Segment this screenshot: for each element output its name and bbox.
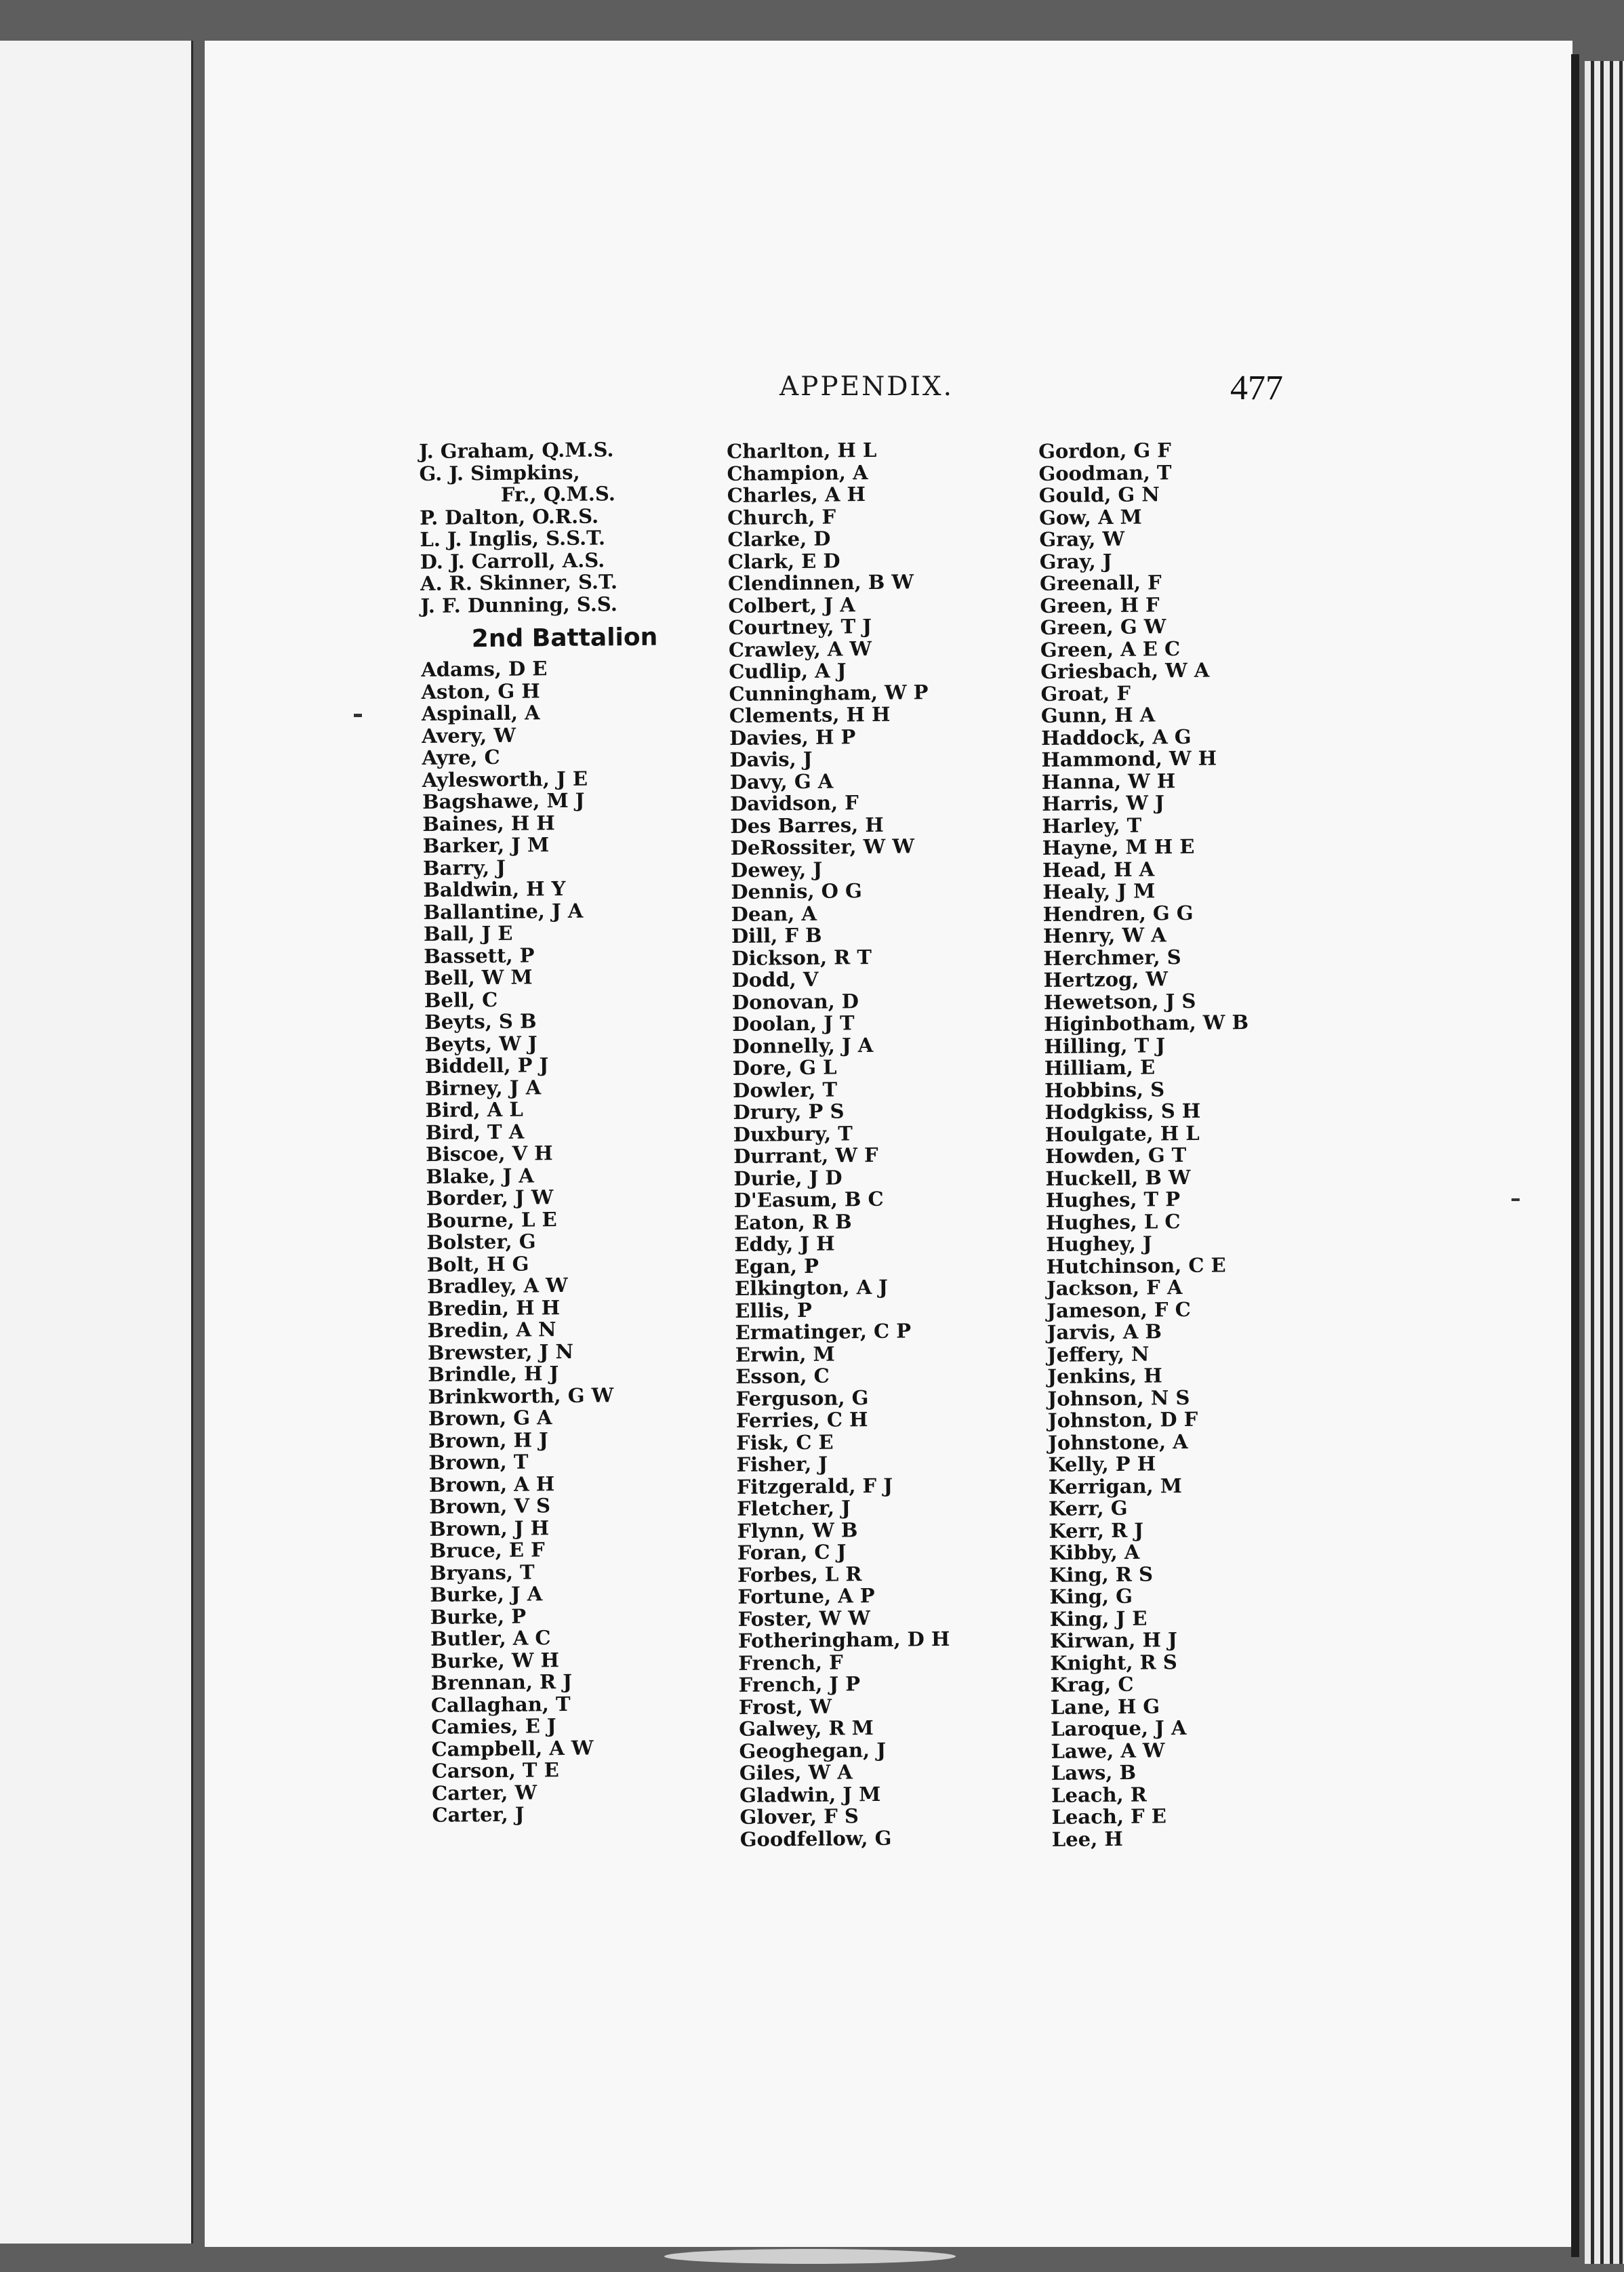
name-entry: Jeffery, N: [1047, 1341, 1150, 1366]
name-entry: Camies, E J: [431, 1714, 556, 1739]
name-entry: Ayre, C: [422, 745, 500, 769]
name-entry: Gray, J: [1039, 549, 1112, 573]
name-list: [727, 439, 952, 1850]
name-entry: Fitzgerald, F J: [736, 1474, 893, 1499]
name-entry: Head, H A: [1042, 857, 1155, 882]
name-entry: Kerr, G: [1048, 1496, 1128, 1520]
name-entry: Ballantine, J A: [423, 899, 584, 924]
name-entry: Howden, G T: [1044, 1143, 1187, 1168]
name-entry: Greenall, F: [1039, 571, 1162, 595]
name-entry: Geoghegan, J: [739, 1738, 887, 1763]
name-entry: Jarvis, A B: [1047, 1320, 1162, 1344]
officer-entry: G. J. Simpkins,: [419, 460, 580, 485]
name-entry: Des Barres, H: [730, 813, 884, 838]
name-entry: Colbert, J A: [728, 592, 855, 617]
page-number: 477: [1230, 369, 1283, 407]
name-entry: Bagshawe, M J: [422, 788, 585, 813]
name-entry: Dean, A: [731, 901, 817, 926]
name-entry: Gordon, G F: [1038, 439, 1172, 463]
name-entry: Jenkins, H: [1047, 1364, 1162, 1388]
name-entry: Gladwin, J M: [739, 1782, 881, 1807]
name-entry: Knight, R S: [1050, 1650, 1177, 1675]
name-entry: Eddy, J H: [734, 1232, 835, 1256]
name-entry: Adams, D E: [421, 657, 548, 681]
name-entry: Birney, J A: [425, 1075, 542, 1100]
name-entry: Bradley, A W: [426, 1273, 568, 1298]
name-entry: Dennis, O G: [731, 879, 862, 904]
name-entry: Leach, R: [1051, 1783, 1148, 1807]
name-entry: Bryans, T: [429, 1560, 535, 1585]
name-entry: Cunningham, W P: [729, 680, 929, 706]
name-entry: Donnelly, J A: [732, 1033, 874, 1058]
name-entry: Fisher, J: [736, 1452, 828, 1476]
name-entry: Goodman, T: [1038, 460, 1172, 485]
name-entry: Huckell, B W: [1045, 1165, 1191, 1190]
name-entry: Harris, W J: [1041, 791, 1164, 815]
name-entry: Hilling, T J: [1044, 1033, 1166, 1058]
name-entry: Lane, H G: [1050, 1694, 1160, 1719]
name-entry: Biscoe, V H: [425, 1141, 553, 1166]
name-entry: Ermatinger, C P: [735, 1319, 912, 1344]
name-entry: French, F: [738, 1650, 843, 1675]
name-entry: Hewetson, J S: [1043, 989, 1196, 1014]
name-entry: Hendren, G G: [1042, 901, 1194, 926]
name-entry: Bird, T A: [425, 1120, 525, 1144]
name-entry: Fletcher, J: [736, 1496, 851, 1520]
binding-shadow: [664, 2249, 956, 2264]
name-entry: Bell, W M: [424, 965, 533, 990]
name-entry: Carter, J: [432, 1802, 525, 1827]
name-entry: Green, G W: [1040, 615, 1166, 639]
name-entry: Durie, J D: [733, 1165, 843, 1190]
name-entry: Harley, T: [1042, 813, 1142, 838]
name-entry: Healy, J M: [1042, 879, 1156, 904]
name-entry: Burke, P: [430, 1604, 527, 1629]
name-entry: Bell, C: [424, 988, 498, 1012]
name-entry: Forbes, L R: [737, 1562, 862, 1587]
name-entry: Brinkworth, G W: [428, 1383, 614, 1408]
officer-entry: P. Dalton, O.R.S.: [419, 504, 599, 529]
name-entry: Hammond, W H: [1041, 746, 1217, 771]
name-entry: Flynn, W B: [737, 1518, 858, 1543]
officer-entry: J. Graham, Q.M.S.: [418, 438, 614, 463]
name-entry: Kibby, A: [1049, 1540, 1140, 1564]
name-entry: Hughes, T P: [1045, 1188, 1181, 1212]
name-entry: Lee, H: [1051, 1827, 1123, 1851]
name-entry: Dodd, V: [731, 967, 819, 992]
name-entry: Border, J W: [426, 1185, 554, 1210]
name-entry: Leach, F E: [1051, 1804, 1167, 1829]
running-head: APPENDIX.: [779, 371, 954, 402]
name-entry: Lawe, A W: [1051, 1738, 1165, 1763]
name-entry: Dowler, T: [733, 1077, 838, 1102]
name-entry: Bredin, A N: [427, 1318, 556, 1342]
name-entry: Hodgkiss, S H: [1044, 1099, 1201, 1124]
name-entry: Beyts, W J: [424, 1031, 537, 1056]
name-entry: Drury, P S: [733, 1099, 845, 1124]
name-entry: Dewey, J: [730, 857, 823, 882]
name-entry: Elkington, A J: [734, 1275, 889, 1300]
name-entry: Griesbach, W A: [1040, 658, 1210, 683]
name-entry: Brennan, R J: [430, 1669, 573, 1695]
name-entry: Bredin, H H: [427, 1295, 561, 1320]
name-entry: D'Easum, B C: [733, 1187, 884, 1212]
name-entry: Callaghan, T: [430, 1692, 571, 1717]
stacked-page-edges: [1585, 61, 1624, 2264]
name-entry: Erwin, M: [735, 1342, 835, 1366]
name-entry: Gould, G N: [1038, 483, 1160, 507]
name-entry: Dickson, R T: [731, 945, 872, 970]
name-entry: Bird, A L: [425, 1097, 523, 1122]
name-entry: Groat, F: [1040, 681, 1131, 706]
name-column-3: [1038, 439, 1257, 1850]
name-entry: French, J P: [738, 1672, 861, 1697]
name-entry: Houlgate, H L: [1044, 1121, 1200, 1146]
name-entry: Aston, G H: [421, 678, 540, 704]
name-entry: Baines, H H: [422, 811, 555, 836]
name-entry: Brown, T: [428, 1450, 529, 1474]
name-entry: Hutchinson, C E: [1046, 1253, 1226, 1278]
name-list: [1038, 439, 1257, 1850]
name-entry: Esson, C: [735, 1364, 830, 1388]
name-entry: Brown, G A: [428, 1406, 552, 1430]
name-entry: Gow, A M: [1038, 505, 1142, 529]
name-entry: Gray, W: [1039, 527, 1125, 551]
name-entry: Beyts, S B: [424, 1009, 537, 1034]
section-heading: 2nd Battalion: [471, 623, 658, 653]
officer-entry: L. J. Inglis, S.S.T.: [420, 526, 606, 551]
name-entry: Ellis, P: [735, 1298, 812, 1322]
name-entry: Ferries, C H: [735, 1408, 868, 1432]
name-entry: Brindle, H J: [428, 1362, 559, 1386]
name-entry: Bolster, G: [426, 1230, 536, 1254]
name-entry: Jackson, F A: [1046, 1276, 1183, 1300]
ink-speck: [1511, 1198, 1520, 1201]
name-entry: Baldwin, H Y: [423, 876, 566, 901]
name-entry: Aylesworth, J E: [422, 767, 588, 792]
name-entry: Kerr, R J: [1049, 1518, 1144, 1543]
name-entry: Bruce, E F: [429, 1538, 545, 1562]
name-entry: Brewster, J N: [427, 1339, 574, 1364]
name-entry: Barker, J M: [422, 833, 550, 857]
officer-list: [419, 439, 657, 617]
name-entry: Jameson, F C: [1047, 1297, 1191, 1322]
officer-entry: A. R. Skinner, S.T.: [420, 570, 618, 595]
name-entry: Henry, W A: [1042, 923, 1166, 948]
name-entry: Fortune, A P: [737, 1583, 875, 1608]
name-entry: Giles, W A: [739, 1760, 853, 1785]
name-entry: Laroque, J A: [1051, 1716, 1187, 1741]
name-entry: Clarke, D: [727, 527, 831, 551]
name-entry: Hughes, L C: [1045, 1209, 1181, 1234]
name-entry: Foster, W W: [737, 1606, 870, 1631]
name-entry: King, G: [1049, 1584, 1133, 1608]
name-list: [421, 657, 669, 1827]
previous-page-edge: [0, 41, 193, 2244]
name-entry: DeRossiter, W W: [730, 834, 915, 859]
name-entry: Davis, J: [729, 747, 813, 771]
name-entry: Johnstone, A: [1048, 1429, 1188, 1455]
name-entry: Brown, J H: [429, 1516, 550, 1541]
name-entry: Johnston, D F: [1047, 1407, 1198, 1432]
name-entry: Higinbotham, W B: [1044, 1011, 1249, 1036]
name-column-2: [727, 439, 952, 1850]
name-entry: Ferguson, G: [735, 1385, 869, 1411]
officer-entry: D. J. Carroll, A.S.: [420, 548, 605, 573]
name-entry: Brown, A H: [428, 1472, 555, 1497]
name-entry: Butler, A C: [430, 1626, 551, 1650]
name-entry: Blake, J A: [426, 1163, 534, 1188]
name-entry: Davy, G A: [729, 769, 834, 794]
name-entry: Fisk, C E: [736, 1430, 834, 1455]
name-entry: Haddock, A G: [1041, 725, 1192, 750]
name-entry: Frost, W: [738, 1695, 832, 1719]
name-entry: Carter, W: [431, 1780, 537, 1805]
name-entry: Galwey, R M: [739, 1716, 874, 1741]
name-entry: Hughey, J: [1046, 1232, 1152, 1256]
name-entry: Crawley, A W: [728, 636, 872, 662]
name-entry: Goodfellow, G: [739, 1826, 892, 1851]
name-entry: Donovan, D: [731, 989, 859, 1014]
name-entry: Foran, C J: [737, 1540, 847, 1564]
name-entry: Fotheringham, D H: [737, 1627, 950, 1652]
name-entry: Hayne, M H E: [1042, 834, 1195, 859]
name-entry: Barry, J: [422, 855, 506, 880]
name-entry: Hertzog, W: [1043, 967, 1169, 992]
name-entry: Duxbury, T: [733, 1121, 853, 1146]
ink-speck: [354, 714, 362, 717]
name-entry: Hilliam, E: [1044, 1055, 1156, 1080]
name-entry: Charles, A H: [727, 483, 866, 507]
name-entry: Laws, B: [1051, 1760, 1137, 1785]
officer-entry: J. F. Dunning, S.S.: [420, 592, 618, 617]
name-entry: Campbell, A W: [431, 1736, 594, 1761]
name-entry: Davies, H P: [729, 725, 856, 750]
name-entry: King, R S: [1049, 1562, 1154, 1587]
name-entry: Ball, J E: [423, 921, 513, 946]
name-entry: Durrant, W F: [733, 1143, 878, 1168]
name-entry: Bolt, H G: [426, 1251, 529, 1276]
name-entry: Champion, A: [727, 460, 868, 485]
name-entry: Glover, F S: [739, 1804, 859, 1829]
name-entry: Krag, C: [1050, 1672, 1134, 1697]
name-entry: Carson, T E: [431, 1758, 559, 1783]
name-entry: Burke, J A: [430, 1582, 543, 1606]
name-entry: Hanna, W H: [1041, 769, 1176, 794]
name-entry: Clendinnen, B W: [727, 570, 914, 595]
name-entry: Davidson, F: [729, 791, 859, 815]
name-entry: Bourne, L E: [426, 1207, 557, 1232]
name-entry: Charlton, H L: [726, 438, 877, 463]
name-entry: King, J E: [1049, 1606, 1148, 1631]
name-entry: Gunn, H A: [1040, 703, 1156, 727]
name-entry: Egan, P: [734, 1254, 819, 1278]
name-entry: Johnson, N S: [1047, 1385, 1190, 1411]
name-entry: Doolan, J T: [732, 1011, 855, 1036]
name-entry: Hobbins, S: [1044, 1077, 1165, 1102]
name-entry: Burke, W H: [430, 1648, 560, 1673]
name-entry: Brown, H J: [428, 1427, 548, 1453]
name-entry: Church, F: [727, 504, 836, 529]
officer-entry: Fr., Q.M.S.: [500, 482, 616, 506]
name-entry: Avery, W: [422, 723, 516, 748]
name-entry: Courtney, T J: [728, 614, 872, 639]
page-edge-shadow: [1571, 54, 1579, 2257]
name-entry: Brown, V S: [428, 1494, 551, 1518]
name-entry: Herchmer, S: [1043, 945, 1181, 970]
name-entry: Eaton, R B: [733, 1209, 852, 1234]
name-entry: Green, A E C: [1040, 636, 1181, 662]
name-entry: Dore, G L: [732, 1055, 837, 1080]
name-entry: Green, H F: [1040, 592, 1160, 617]
name-entry: Kelly, P H: [1048, 1452, 1156, 1476]
name-entry: Kerrigan, M: [1048, 1474, 1183, 1499]
name-entry: Kirwan, H J: [1049, 1628, 1177, 1652]
name-column-1: [419, 439, 669, 1827]
name-entry: Clements, H H: [729, 702, 891, 727]
name-entry: Biddell, P J: [424, 1053, 549, 1078]
name-entry: Cudlip, A J: [729, 659, 847, 683]
name-entry: Clark, E D: [727, 548, 840, 573]
name-entry: Aspinall, A: [421, 701, 540, 725]
name-entry: Dill, F B: [731, 923, 822, 948]
name-entry: Bassett, P: [424, 943, 535, 968]
